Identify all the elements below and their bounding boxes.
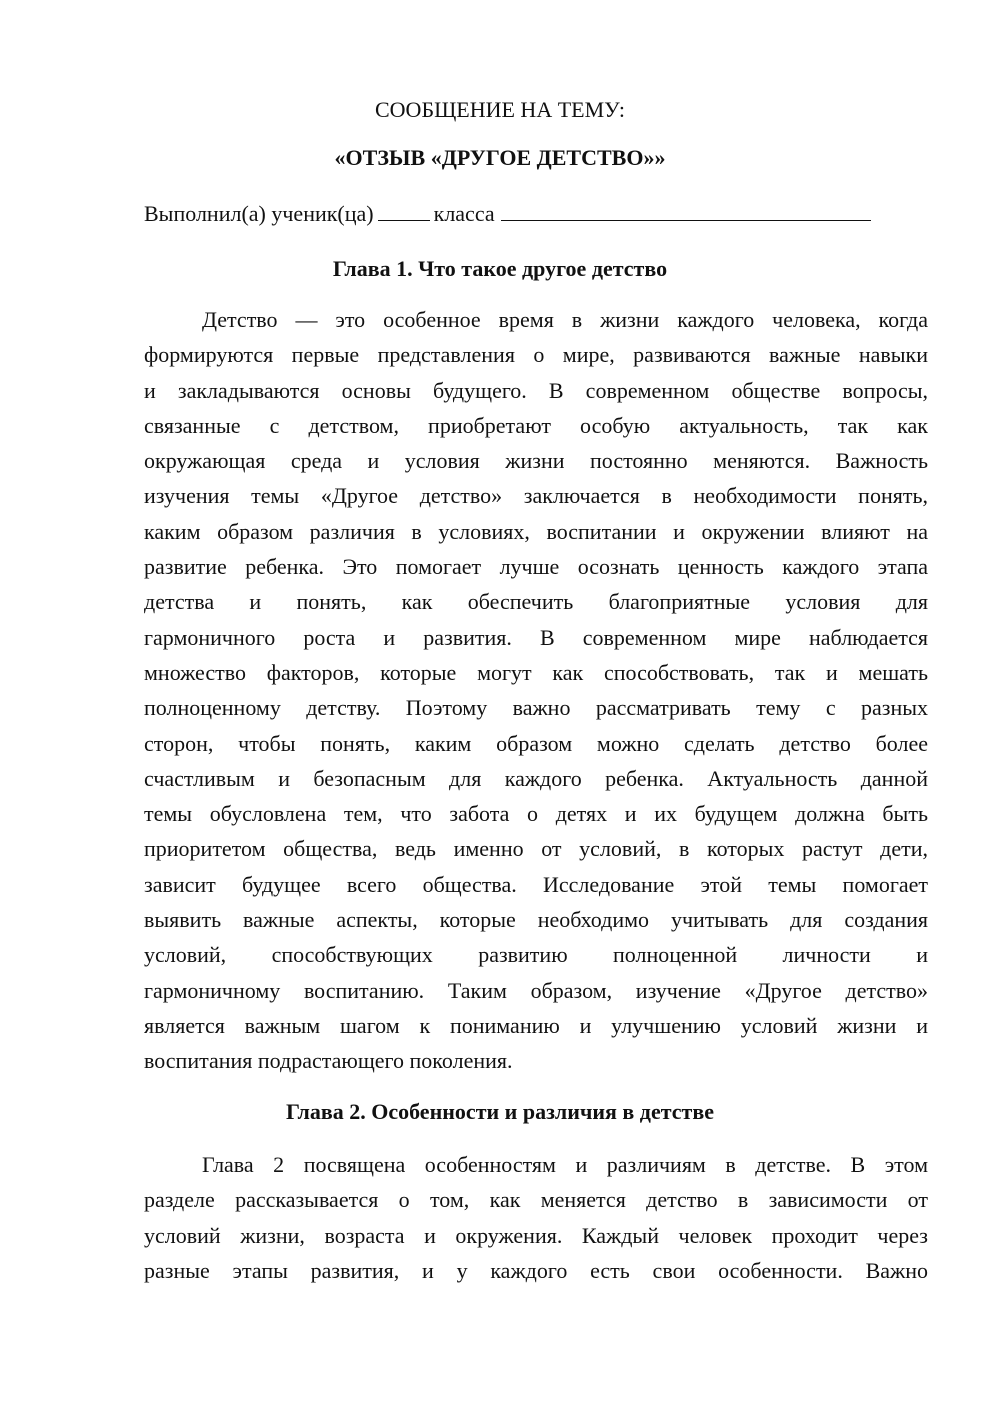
text-line: зависит будущее всего общества. Исследование этой темы помогает xyxy=(144,871,928,897)
text-line: формируются первые представления о мире, развиваются важные навыки xyxy=(144,342,928,368)
text-line: связанные с детством, приобретают особую актуальность, так как xyxy=(144,412,928,438)
text-line: и закладываются основы будущего. В современном обществе вопросы, xyxy=(144,377,928,403)
text-line: сторон, чтобы понять, каким образом можно сделать детство более xyxy=(144,730,928,756)
text-line: каким образом различия в условиях, воспитании и окружении влияют на xyxy=(144,518,928,544)
text-line: развитие ребенка. Это помогает лучше осознать ценность каждого этапа xyxy=(144,554,928,580)
text-line: воспитания подрастающего поколения. xyxy=(144,1048,513,1074)
document-title-line-1: СООБЩЕНИЕ НА ТЕМУ: xyxy=(375,97,625,122)
signature-line xyxy=(144,200,934,228)
text-line: окружающая среда и условия жизни постоянно меняются. Важность xyxy=(144,448,928,474)
text-line: разделе рассказывается о том, как меняется детство в зависимости от xyxy=(144,1187,928,1213)
text-line: счастливым и безопасным для каждого ребенка. Актуальность данной xyxy=(144,765,928,791)
chapter-2-paragraph xyxy=(144,1147,928,1288)
signature-prefix: Выполнил(а) ученик(ца) xyxy=(144,201,374,226)
chapter-1-paragraph xyxy=(144,302,928,1079)
document-title-line-2: «ОТЗЫВ «ДРУГОЕ ДЕТСТВО»» xyxy=(334,145,666,170)
text-line: Глава 2 посвящена особенностям и различиям в детстве. В этом xyxy=(202,1152,928,1177)
text-line: темы обусловлена тем, что забота о детях и их будущем должна быть xyxy=(144,801,928,827)
text-line: множество факторов, которые могут как способствовать, так и мешать xyxy=(144,659,928,685)
chapter-1-heading: Глава 1. Что такое другое детство xyxy=(332,256,668,281)
text-line: является важным шагом к пониманию и улучшению условий жизни и xyxy=(144,1012,928,1038)
text-line: приоритетом общества, ведь именно от условий, в которых растут дети, xyxy=(144,836,928,862)
text-line: детства и понять, как обеспечить благоприятные условия для xyxy=(144,589,928,615)
text-line: условий жизни, возраста и окружения. Каждый человек проходит через xyxy=(144,1222,928,1248)
class-name-blank xyxy=(501,200,871,221)
text-line: разные этапы развития, и у каждого есть свои особенности. Важно xyxy=(144,1257,928,1283)
chapter-2-heading: Глава 2. Особенности и различия в детстве xyxy=(285,1099,714,1124)
text-line: изучения темы «Другое детство» заключается в необходимости понять, xyxy=(144,483,928,509)
text-line: условий, способствующих развитию полноценной личности и xyxy=(144,942,928,968)
text-line: Детство — это особенное время в жизни каждого человека, когда xyxy=(202,307,928,332)
text-line: полноценному детству. Поэтому важно рассматривать тему с разных xyxy=(144,695,928,721)
text-line: гармоничного роста и развития. В современном мире наблюдается xyxy=(144,624,928,650)
text-line: выявить важные аспекты, которые необходимо учитывать для создания xyxy=(144,907,928,933)
text-line: гармоничному воспитанию. Таким образом, изучение «Другое детство» xyxy=(144,977,928,1003)
signature-class-label: класса xyxy=(433,201,495,226)
class-number-blank xyxy=(378,200,430,221)
